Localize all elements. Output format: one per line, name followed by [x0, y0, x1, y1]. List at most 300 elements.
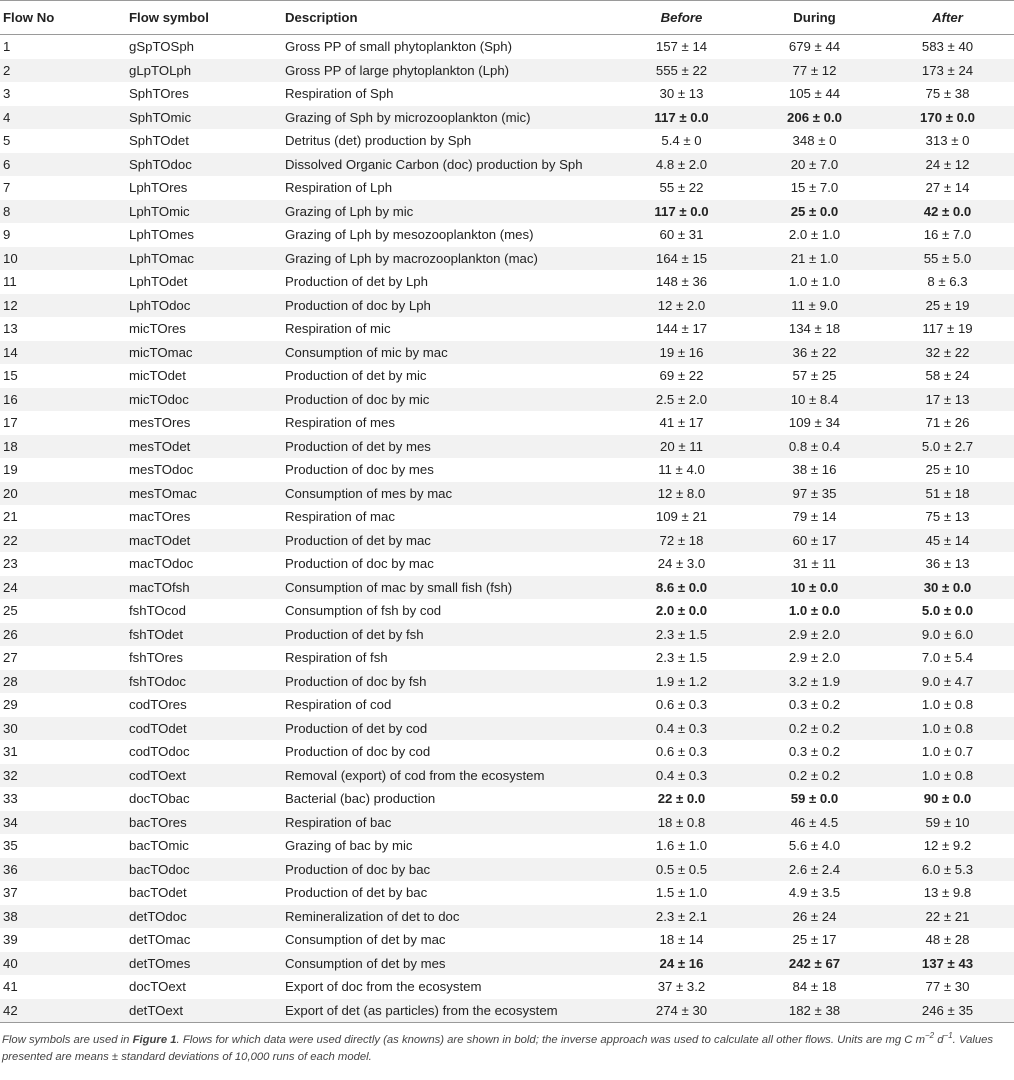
cell-description: Respiration of bac — [285, 811, 615, 835]
cell-during: 0.8 ± 0.4 — [748, 435, 881, 459]
table-row — [0, 999, 1014, 1023]
cell-during: 206 ± 0.0 — [748, 106, 881, 130]
cell-flow-no: 39 — [3, 932, 18, 948]
cell-description: Respiration of Sph — [285, 86, 394, 102]
cell-before: 18 ± 14 — [659, 932, 704, 948]
cell-during: 2.9 ± 2.0 — [748, 623, 881, 647]
table-row — [0, 35, 1014, 59]
cell-during: 0.3 ± 0.2 — [788, 697, 841, 713]
cell-after: 71 ± 26 — [925, 415, 970, 431]
table-row — [0, 740, 1014, 764]
table-row — [0, 482, 1014, 506]
cell-description: Consumption of mic by mac — [285, 341, 615, 365]
cell-description: Production of det by Lph — [285, 274, 428, 290]
cell-before: 5.4 ± 0 — [661, 133, 702, 149]
table-row — [0, 881, 1014, 905]
cell-description: Respiration of Lph — [285, 180, 393, 196]
cell-description: Production of doc by mac — [285, 556, 434, 572]
cell-flow-symbol: SphTOres — [129, 86, 189, 102]
cell-after: 48 ± 28 — [925, 932, 970, 948]
cell-description: Production of doc by Lph — [285, 294, 615, 318]
cell-flow-symbol: micTOdoc — [129, 388, 285, 412]
cell-after: 7.0 ± 5.4 — [921, 650, 974, 666]
cell-during: 3.2 ± 1.9 — [748, 670, 881, 694]
cell-flow-no: 38 — [0, 905, 129, 929]
cell-during: 36 ± 22 — [748, 341, 881, 365]
cell-description: Production of det by cod — [285, 717, 615, 741]
cell-during: 1.0 ± 1.0 — [788, 274, 841, 290]
cell-flow-no: 11 — [3, 274, 17, 290]
cell-during: 46 ± 4.5 — [748, 811, 881, 835]
cell-after: 27 ± 14 — [925, 180, 970, 196]
cell-flow-no: 13 — [3, 321, 18, 337]
cell-description: Grazing of bac by mic — [285, 838, 413, 854]
cell-description: Production of det by fsh — [285, 623, 615, 647]
table-row — [0, 811, 1014, 835]
header-after: After — [881, 1, 1014, 35]
cell-after: 5.0 ± 0.0 — [921, 603, 974, 619]
cell-description: Dissolved Organic Carbon (doc) production by Sph — [285, 153, 615, 177]
cell-after: 9.0 ± 6.0 — [881, 623, 1014, 647]
cell-flow-no: 3 — [3, 86, 11, 102]
table-row — [0, 952, 1014, 976]
footnote-text-4: . Values presented are means ± standard deviations of 10,000 runs of each model. — [2, 1034, 994, 1063]
cell-flow-symbol: macTOdet — [129, 529, 285, 553]
cell-description: Production of doc by mes — [285, 462, 434, 478]
cell-flow-symbol: SphTOdoc — [129, 153, 285, 177]
cell-description: Production of det by mac — [285, 529, 615, 553]
cell-flow-no: 2 — [0, 59, 129, 83]
table-row — [0, 129, 1014, 153]
cell-flow-symbol: SphTOmic — [129, 106, 285, 130]
cell-after: 246 ± 35 — [881, 999, 1014, 1023]
cell-after: 42 ± 0.0 — [881, 200, 1014, 224]
cell-before: 1.6 ± 1.0 — [655, 838, 708, 854]
cell-during: 0.2 ± 0.2 — [748, 717, 881, 741]
cell-during: 57 ± 25 — [792, 368, 837, 384]
figure-reference: Figure 1 — [132, 1034, 177, 1046]
cell-before: 1.5 ± 1.0 — [655, 885, 708, 901]
cell-during: 31 ± 11 — [793, 556, 836, 572]
cell-during: 4.9 ± 3.5 — [788, 885, 841, 901]
cell-after: 51 ± 18 — [881, 482, 1014, 506]
table-row — [0, 317, 1014, 341]
cell-during: 97 ± 35 — [748, 482, 881, 506]
cell-before: 41 ± 17 — [659, 415, 704, 431]
cell-flow-symbol: codTOdet — [129, 717, 285, 741]
cell-flow-symbol: mesTOres — [129, 415, 191, 431]
table-row — [0, 294, 1014, 318]
cell-before: 0.4 ± 0.3 — [615, 717, 748, 741]
cell-description: Remineralization of det to doc — [285, 905, 615, 929]
table-row — [0, 364, 1014, 388]
table-row — [0, 247, 1014, 271]
cell-before: 12 ± 2.0 — [615, 294, 748, 318]
cell-during: 15 ± 7.0 — [790, 180, 839, 196]
table-row — [0, 153, 1014, 177]
cell-flow-no: 21 — [3, 509, 18, 525]
cell-after: 13 ± 9.8 — [923, 885, 972, 901]
cell-flow-symbol: bacTOres — [129, 811, 285, 835]
cell-before: 2.5 ± 2.0 — [615, 388, 748, 412]
cell-during: 84 ± 18 — [792, 979, 837, 995]
footnote-text-3: d — [934, 1034, 944, 1046]
table-header — [0, 1, 1014, 35]
cell-before: 144 ± 17 — [655, 321, 708, 337]
cell-before: 55 ± 22 — [659, 180, 704, 196]
cell-flow-symbol: bacTOmic — [129, 838, 189, 854]
cell-after: 30 ± 0.0 — [881, 576, 1014, 600]
cell-flow-no: 15 — [3, 368, 18, 384]
cell-flow-symbol: LphTOres — [129, 180, 188, 196]
cell-flow-no: 20 — [0, 482, 129, 506]
cell-flow-no: 22 — [0, 529, 129, 553]
cell-after: 75 ± 38 — [925, 86, 970, 102]
cell-description: Gross PP of small phytoplankton (Sph) — [285, 39, 512, 55]
cell-flow-symbol: fshTOdoc — [129, 670, 285, 694]
cell-description: Grazing of Lph by mic — [285, 200, 615, 224]
cell-description: Detritus (det) production by Sph — [285, 133, 472, 149]
table-row — [0, 858, 1014, 882]
cell-flow-symbol: gSpTOSph — [129, 39, 195, 55]
cell-after: 1.0 ± 0.8 — [881, 764, 1014, 788]
cell-after: 9.0 ± 4.7 — [881, 670, 1014, 694]
cell-during: 20 ± 7.0 — [748, 153, 881, 177]
cell-flow-no: 9 — [3, 227, 11, 243]
table-row — [0, 646, 1014, 670]
cell-flow-symbol: LphTOmac — [129, 247, 285, 271]
cell-description: Consumption of mac by small fish (fsh) — [285, 576, 615, 600]
cell-during: 38 ± 16 — [792, 462, 837, 478]
table-row — [0, 505, 1014, 529]
cell-during: 25 ± 0.0 — [748, 200, 881, 224]
cell-after: 59 ± 10 — [881, 811, 1014, 835]
cell-description: Grazing of Lph by mesozooplankton (mes) — [285, 227, 534, 243]
table-body — [0, 35, 1014, 1023]
cell-during: 2.9 ± 2.0 — [788, 650, 841, 666]
cell-flow-symbol: fshTOdet — [129, 623, 285, 647]
cell-flow-symbol: LphTOdoc — [129, 294, 285, 318]
cell-description: Bacterial (bac) production — [285, 791, 436, 807]
cell-after: 173 ± 24 — [881, 59, 1014, 83]
cell-flow-no: 17 — [3, 415, 18, 431]
cell-flow-no: 23 — [3, 556, 18, 572]
cell-after: 58 ± 24 — [925, 368, 970, 384]
cell-during: 182 ± 38 — [748, 999, 881, 1023]
cell-after: 90 ± 0.0 — [923, 791, 972, 807]
cell-before: 164 ± 15 — [615, 247, 748, 271]
cell-after: 22 ± 21 — [881, 905, 1014, 929]
cell-before: 12 ± 8.0 — [615, 482, 748, 506]
cell-flow-symbol: SphTOdet — [129, 133, 189, 149]
cell-after: 16 ± 7.0 — [923, 227, 972, 243]
cell-flow-symbol: fshTOres — [129, 650, 183, 666]
table-row — [0, 552, 1014, 576]
cell-flow-symbol: gLpTOLph — [129, 59, 285, 83]
cell-flow-symbol: docTOext — [129, 979, 186, 995]
cell-flow-no: 31 — [3, 744, 18, 760]
cell-before: 20 ± 11 — [615, 435, 748, 459]
cell-before: 2.3 ± 1.5 — [655, 650, 708, 666]
cell-flow-no: 5 — [3, 133, 11, 149]
cell-before: 18 ± 0.8 — [615, 811, 748, 835]
cell-description: Export of det (as particles) from the ecosystem — [285, 999, 615, 1023]
table-row — [0, 693, 1014, 717]
cell-flow-symbol: docTObac — [129, 791, 190, 807]
cell-during: 1.0 ± 0.0 — [788, 603, 841, 619]
cell-during: 59 ± 0.0 — [790, 791, 839, 807]
table-row — [0, 623, 1014, 647]
table-row — [0, 599, 1014, 623]
cell-flow-no: 24 — [0, 576, 129, 600]
cell-flow-symbol: detTOdoc — [129, 905, 285, 929]
cell-after: 24 ± 12 — [881, 153, 1014, 177]
cell-after: 25 ± 19 — [881, 294, 1014, 318]
cell-flow-symbol: bacTOdoc — [129, 858, 285, 882]
cell-flow-symbol: macTOres — [129, 509, 191, 525]
header-flow-no: Flow No — [0, 1, 129, 35]
table-row — [0, 834, 1014, 858]
cell-after: 55 ± 5.0 — [881, 247, 1014, 271]
cell-after: 77 ± 30 — [925, 979, 970, 995]
cell-during: 348 ± 0 — [792, 133, 837, 149]
cell-after: 25 ± 10 — [925, 462, 970, 478]
cell-flow-no: 29 — [3, 697, 18, 713]
cell-before: 72 ± 18 — [615, 529, 748, 553]
cell-during: 242 ± 67 — [748, 952, 881, 976]
cell-before: 2.3 ± 2.1 — [615, 905, 748, 929]
cell-description: Consumption of mes by mac — [285, 482, 615, 506]
cell-flow-no: 10 — [0, 247, 129, 271]
cell-flow-symbol: detTOmac — [129, 932, 191, 948]
cell-flow-symbol: mesTOdoc — [129, 462, 194, 478]
cell-description: Respiration of mac — [285, 509, 395, 525]
cell-before: 24 ± 16 — [615, 952, 748, 976]
footnote-text-1: Flow symbols are used in — [2, 1034, 133, 1046]
cell-before: 117 ± 0.0 — [615, 106, 748, 130]
cell-before: 11 ± 4.0 — [658, 462, 705, 478]
cell-during: 2.6 ± 2.4 — [748, 858, 881, 882]
cell-before: 4.8 ± 2.0 — [615, 153, 748, 177]
cell-flow-no: 25 — [3, 603, 18, 619]
table-row — [0, 270, 1014, 294]
cell-before: 148 ± 36 — [655, 274, 708, 290]
table-row — [0, 787, 1014, 811]
cell-after: 1.0 ± 0.7 — [921, 744, 974, 760]
cell-flow-no: 4 — [0, 106, 129, 130]
cell-during: 5.6 ± 4.0 — [788, 838, 841, 854]
cell-description: Export of doc from the ecosystem — [285, 979, 482, 995]
cell-during: 0.2 ± 0.2 — [748, 764, 881, 788]
cell-after: 313 ± 0 — [925, 133, 970, 149]
cell-flow-no: 26 — [0, 623, 129, 647]
table-row — [0, 670, 1014, 694]
cell-after: 583 ± 40 — [921, 39, 974, 55]
footnote-text-2: . Flows for which data were used directly (as knowns) are shown in bold; the inverse approach was used to calculate all other flows. Units are mg C m — [176, 1034, 925, 1046]
cell-flow-symbol: micTOres — [129, 321, 186, 337]
cell-before: 0.6 ± 0.3 — [655, 744, 708, 760]
cell-flow-symbol: mesTOdet — [129, 435, 285, 459]
table-row — [0, 529, 1014, 553]
cell-before: 555 ± 22 — [615, 59, 748, 83]
cell-before: 37 ± 3.2 — [657, 979, 706, 995]
table-row — [0, 200, 1014, 224]
cell-description: Grazing of Lph by macrozooplankton (mac) — [285, 247, 615, 271]
cell-before: 0.6 ± 0.3 — [655, 697, 708, 713]
cell-after: 17 ± 13 — [881, 388, 1014, 412]
footnote-sup-1: −2 — [925, 1031, 935, 1041]
cell-flow-no: 7 — [3, 180, 11, 196]
cell-description: Respiration of cod — [285, 697, 392, 713]
header-row — [0, 1, 1014, 35]
footnote-sup-2: −1 — [943, 1031, 953, 1041]
table-row — [0, 223, 1014, 247]
table-row — [0, 928, 1014, 952]
cell-after: 45 ± 14 — [881, 529, 1014, 553]
cell-after: 6.0 ± 5.3 — [881, 858, 1014, 882]
table-row — [0, 106, 1014, 130]
cell-during: 11 ± 9.0 — [748, 294, 881, 318]
cell-during: 109 ± 34 — [788, 415, 841, 431]
table-row — [0, 388, 1014, 412]
cell-after: 8 ± 6.3 — [927, 274, 968, 290]
cell-flow-no: 16 — [0, 388, 129, 412]
cell-description: Production of det by mes — [285, 435, 615, 459]
cell-description: Gross PP of large phytoplankton (Lph) — [285, 59, 615, 83]
cell-flow-no: 1 — [3, 39, 11, 55]
cell-after: 117 ± 19 — [922, 321, 973, 337]
cell-flow-symbol: detTOmes — [129, 952, 285, 976]
cell-during: 134 ± 18 — [788, 321, 841, 337]
table-row — [0, 82, 1014, 106]
cell-flow-symbol: LphTOdet — [129, 274, 188, 290]
cell-during: 10 ± 8.4 — [748, 388, 881, 412]
cell-description: Grazing of Sph by microzooplankton (mic) — [285, 106, 615, 130]
cell-flow-symbol: LphTOmic — [129, 200, 285, 224]
table-row — [0, 905, 1014, 929]
cell-flow-symbol: codTOext — [129, 764, 285, 788]
cell-before: 24 ± 3.0 — [657, 556, 706, 572]
cell-flow-no: 36 — [0, 858, 129, 882]
table-row — [0, 717, 1014, 741]
cell-description: Production of doc by mic — [285, 388, 615, 412]
cell-description: Removal (export) of cod from the ecosystem — [285, 764, 615, 788]
cell-during: 679 ± 44 — [788, 39, 841, 55]
cell-flow-no: 8 — [0, 200, 129, 224]
cell-flow-no: 6 — [0, 153, 129, 177]
cell-flow-no: 12 — [0, 294, 129, 318]
cell-before: 1.9 ± 1.2 — [615, 670, 748, 694]
cell-description: Production of doc by bac — [285, 858, 615, 882]
cell-before: 2.0 ± 0.0 — [655, 603, 708, 619]
cell-flow-no: 40 — [0, 952, 129, 976]
cell-description: Consumption of det by mes — [285, 952, 615, 976]
table-footnote — [0, 1032, 1002, 1066]
cell-before: 8.6 ± 0.0 — [615, 576, 748, 600]
cell-flow-no: 18 — [0, 435, 129, 459]
cell-flow-no: 41 — [3, 979, 18, 995]
cell-flow-no: 30 — [0, 717, 129, 741]
cell-description: Consumption of fsh by cod — [285, 603, 442, 619]
cell-flow-symbol: codTOres — [129, 697, 187, 713]
table-row — [0, 411, 1014, 435]
cell-before: 0.5 ± 0.5 — [615, 858, 748, 882]
cell-during: 60 ± 17 — [748, 529, 881, 553]
cell-after: 5.0 ± 2.7 — [881, 435, 1014, 459]
cell-during: 0.3 ± 0.2 — [788, 744, 841, 760]
cell-flow-symbol: fshTOcod — [129, 603, 186, 619]
cell-flow-symbol: mesTOmac — [129, 482, 285, 506]
cell-flow-no: 37 — [3, 885, 18, 901]
cell-flow-no: 19 — [3, 462, 18, 478]
cell-after: 137 ± 43 — [881, 952, 1014, 976]
cell-before: 19 ± 16 — [615, 341, 748, 365]
table-row — [0, 59, 1014, 83]
cell-after: 1.0 ± 0.8 — [921, 697, 974, 713]
cell-description: Respiration of fsh — [285, 650, 388, 666]
cell-during: 26 ± 24 — [748, 905, 881, 929]
table-row — [0, 576, 1014, 600]
cell-before: 22 ± 0.0 — [657, 791, 706, 807]
table-row — [0, 341, 1014, 365]
table-row — [0, 458, 1014, 482]
cell-flow-no: 35 — [3, 838, 18, 854]
cell-during: 105 ± 44 — [788, 86, 841, 102]
header-description: Description — [285, 1, 615, 35]
cell-after: 32 ± 22 — [881, 341, 1014, 365]
cell-flow-symbol: micTOdet — [129, 368, 186, 384]
cell-description: Respiration of mes — [285, 415, 395, 431]
cell-during: 79 ± 14 — [792, 509, 837, 525]
cell-flow-no: 27 — [3, 650, 18, 666]
cell-before: 2.3 ± 1.5 — [615, 623, 748, 647]
header-before: Before — [615, 1, 748, 35]
cell-before: 0.4 ± 0.3 — [615, 764, 748, 788]
cell-flow-no: 28 — [0, 670, 129, 694]
cell-description: Consumption of det by mac — [285, 932, 446, 948]
table-row — [0, 176, 1014, 200]
table-row — [0, 764, 1014, 788]
cell-description: Production of doc by cod — [285, 744, 431, 760]
cell-flow-symbol: micTOmac — [129, 341, 285, 365]
cell-after: 75 ± 13 — [925, 509, 970, 525]
cell-after: 36 ± 13 — [925, 556, 970, 572]
cell-description: Production of det by bac — [285, 885, 428, 901]
cell-flow-symbol: bacTOdet — [129, 885, 187, 901]
cell-after: 170 ± 0.0 — [881, 106, 1014, 130]
cell-during: 21 ± 1.0 — [748, 247, 881, 271]
cell-during: 2.0 ± 1.0 — [788, 227, 841, 243]
cell-after: 1.0 ± 0.8 — [881, 717, 1014, 741]
cell-flow-no: 33 — [3, 791, 18, 807]
cell-before: 69 ± 22 — [659, 368, 704, 384]
cell-description: Production of det by mic — [285, 368, 427, 384]
header-during: During — [748, 1, 881, 35]
cell-before: 60 ± 31 — [659, 227, 704, 243]
cell-description: Production of doc by fsh — [285, 670, 615, 694]
cell-flow-no: 42 — [0, 999, 129, 1023]
cell-flow-symbol: macTOfsh — [129, 576, 285, 600]
table-row — [0, 435, 1014, 459]
cell-after: 12 ± 9.2 — [923, 838, 972, 854]
cell-flow-symbol: LphTOmes — [129, 227, 194, 243]
cell-before: 157 ± 14 — [655, 39, 708, 55]
cell-flow-no: 14 — [0, 341, 129, 365]
cell-flow-symbol: macTOdoc — [129, 556, 194, 572]
cell-description: Respiration of mic — [285, 321, 391, 337]
cell-flow-symbol: detTOext — [129, 999, 285, 1023]
cell-flow-no: 32 — [0, 764, 129, 788]
